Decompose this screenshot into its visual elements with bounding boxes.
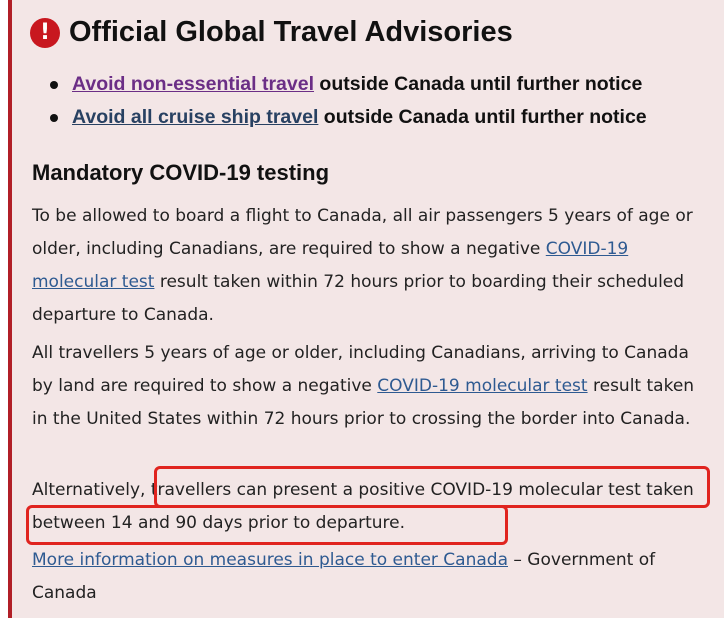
highlight-annotation-box <box>154 466 710 508</box>
paragraph-text: To be allowed to board a flight to Canada, all air passengers 5 years of age or older, including Canadians, are required to show a negative <box>32 206 693 259</box>
advisory-header <box>30 16 513 49</box>
paragraph-more-info <box>32 544 712 610</box>
highlighted-text: travellers can present a positive COVID-19 molecular test taken between 14 and 90 days prior to departure. <box>32 480 694 533</box>
paragraph-text: All travellers 5 years of age or older, including Canadians, arriving to Canada by land are required to show a negative <box>32 343 689 396</box>
avoid-non-essential-travel-link[interactable]: Avoid non-essential travel <box>72 73 315 95</box>
paragraph-text: – Government of Canada <box>32 550 656 603</box>
covid-test-link[interactable]: COVID-19 molecular test <box>32 239 629 292</box>
advisory-item-text: outside Canada until further notice <box>318 106 647 128</box>
paragraph-text: Alternatively, <box>32 480 151 500</box>
travel-advisory-panel <box>8 0 724 618</box>
highlight-annotation-box <box>26 505 508 545</box>
alert-exclamation-icon: ! <box>30 18 60 48</box>
section-heading: Mandatory COVID-19 testing <box>32 160 330 185</box>
page-title: Official Global Travel Advisories <box>69 16 513 48</box>
covid-test-link[interactable]: COVID-19 molecular test <box>377 376 588 396</box>
paragraph-text: result taken in the United States within 72 hours prior to crossing the border into Canada. <box>32 376 695 429</box>
advisory-item-non-essential <box>48 68 647 101</box>
advisory-list <box>48 68 647 134</box>
paragraph-air-passengers <box>32 200 712 332</box>
paragraph-text: result taken within 72 hours prior to boarding their scheduled departure to Canada. <box>32 272 685 325</box>
advisory-item-text: outside Canada until further notice <box>314 73 643 95</box>
advisory-item-cruise <box>48 101 647 134</box>
more-information-link[interactable]: More information on measures in place to enter Canada <box>32 550 508 570</box>
paragraph-land-travellers <box>32 337 712 436</box>
avoid-cruise-ship-travel-link[interactable]: Avoid all cruise ship travel <box>72 106 319 128</box>
